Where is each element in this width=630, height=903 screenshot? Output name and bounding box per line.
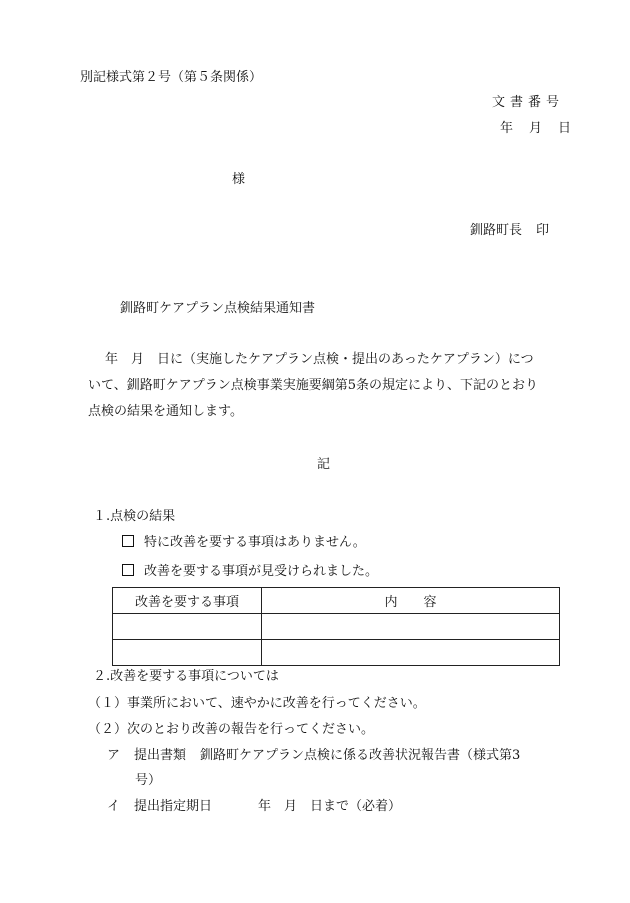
sub-item-i xyxy=(107,799,401,815)
sender-name: 釧路町長 xyxy=(470,223,523,238)
table-row xyxy=(113,640,560,666)
date-year: 年 xyxy=(500,121,514,136)
section1-heading: １.点検の結果 xyxy=(93,509,176,524)
sub-a-label: 提出書類 xyxy=(134,748,187,763)
table-header-content: 内 容 xyxy=(262,588,560,614)
document-number-label: 文書番号 xyxy=(492,95,565,110)
date-day: 日 xyxy=(558,121,572,136)
addressee-suffix: 様 xyxy=(232,172,246,187)
item-2-number: （２） xyxy=(88,722,128,737)
checkbox-issues-found[interactable] xyxy=(122,564,134,576)
section2-item-1 xyxy=(88,696,426,712)
sub-a-mark: ア xyxy=(107,748,121,763)
table-cell[interactable] xyxy=(113,640,262,666)
sender xyxy=(470,223,549,239)
body-line-1: 年 月 日に（実施したケアプラン点検・提出のあったケアプラン）につ xyxy=(105,352,534,367)
item-1-text: 事業所において、速やかに改善を行ってください。 xyxy=(127,696,426,711)
sub-i-label: 提出指定期日 xyxy=(134,799,213,814)
option-no-issues-label: 特に改善を要する事項はありません。 xyxy=(144,535,366,550)
body-line-2: いて、釧路町ケアプラン点検事業実施要綱第5条の規定により、下記のとおり xyxy=(88,378,539,393)
sub-i-date: 年 月 日まで（必着） xyxy=(258,799,402,814)
item-2-text: 次のとおり改善の報告を行ってください。 xyxy=(127,722,375,737)
option-issues-found-label: 改善を要する事項が見受けられました。 xyxy=(144,564,379,579)
seal-mark: 印 xyxy=(536,223,550,238)
checkbox-no-issues[interactable] xyxy=(122,535,134,547)
option-issues-found xyxy=(122,564,378,580)
item-1-number: （１） xyxy=(88,696,128,711)
sub-i-mark: イ xyxy=(107,799,121,814)
sub-a-text: 釧路町ケアプラン点検に係る改善状況報告書（様式第3 xyxy=(200,748,521,763)
improvement-table xyxy=(112,587,560,666)
body-line-3: 点検の結果を通知します。 xyxy=(88,404,243,419)
ki-heading: 記 xyxy=(317,457,331,472)
document-title: 釧路町ケアプラン点検結果通知書 xyxy=(120,301,316,316)
section2-heading: ２.改善を要する事項については xyxy=(93,669,279,684)
form-label: 別記様式第２号（第５条関係） xyxy=(80,70,263,85)
table-cell[interactable] xyxy=(262,614,560,640)
table-cell[interactable] xyxy=(113,614,262,640)
date-month: 月 xyxy=(529,121,543,136)
sub-item-a xyxy=(107,748,520,764)
sub-a-text-continued: 号） xyxy=(135,773,162,788)
table-header-row xyxy=(113,588,560,614)
option-no-issues xyxy=(122,535,366,551)
date-field xyxy=(500,121,571,137)
section2-item-2 xyxy=(88,722,374,738)
table-header-item: 改善を要する事項 xyxy=(113,588,262,614)
table-row xyxy=(113,614,560,640)
table-cell[interactable] xyxy=(262,640,560,666)
